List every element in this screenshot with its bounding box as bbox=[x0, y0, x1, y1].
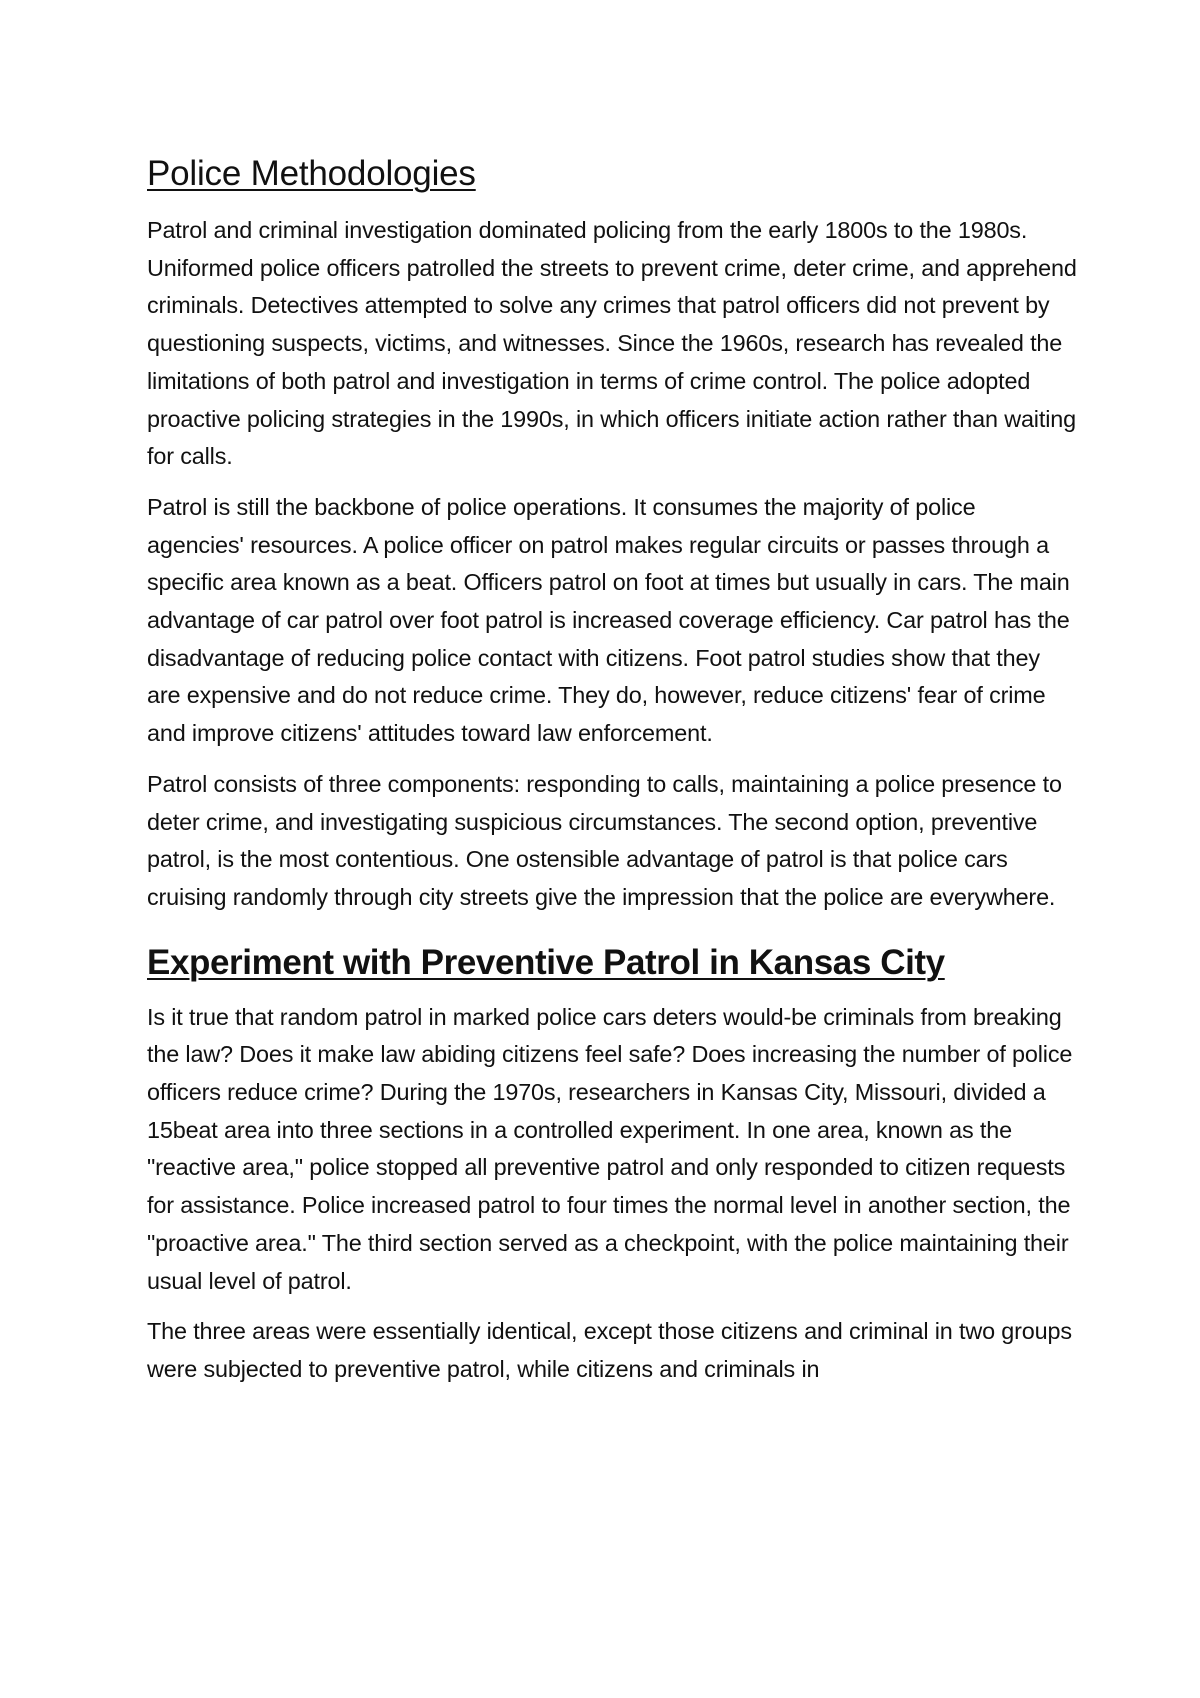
paragraph: Patrol consists of three components: responding to calls, maintaining a police presence to deter crime, and investigating suspicious circumstances. The second option, preventive patrol, is the most contentious. One ostensible advantage of patrol is that police cars cruising randomly through city streets give the impression that the police are everywhere. bbox=[147, 770, 1062, 910]
paragraph: The three areas were essentially identical, except those citizens and criminal in two groups were subjected to preventive patrol, while citizens and criminals in bbox=[147, 1318, 1072, 1382]
document-body bbox=[147, 148, 1077, 1402]
paragraph: Patrol and criminal investigation dominated policing from the early 1800s to the 1980s. Uniformed police officers patrolled the streets to prevent crime, deter crime, and apprehend criminals. Detectives attempted to solve any crimes that patrol officers did not prevent by questioning suspects, victims, and witnesses. Since the 1960s, research has revealed the limitations of both patrol and investigation in terms of crime control. The police adopted proactive policing strategies in the 1990s, in which officers initiate action rather than waiting for calls. bbox=[147, 217, 1077, 470]
paragraph: Is it true that random patrol in marked police cars deters would-be criminals from breaking the law? Does it make law abiding citizens feel safe? Does increasing the number of police officers reduce crime? During the 1970s, researchers in Kansas City, Missouri, divided a 15beat area into three sections in a controlled experiment. In one area, known as the "reactive area," police stopped all preventive patrol and only responded to citizen requests for assistance. Police increased patrol to four times the normal level in another section, the "proactive area." The third section served as a checkpoint, with the police maintaining their usual level of patrol. bbox=[147, 1003, 1073, 1294]
paragraph: Patrol is still the backbone of police operations. It consumes the majority of police agencies' resources. A police officer on patrol makes regular circuits or passes through a specific area known as a beat. Officers patrol on foot at times but usually in cars. The main advantage of car patrol over foot patrol is increased coverage efficiency. Car patrol has the disadvantage of reducing police contact with citizens. Foot patrol studies show that they are expensive and do not reduce crime. They do, however, reduce citizens' fear of crime and improve citizens' attitudes toward law enforcement. bbox=[147, 493, 1070, 747]
section-heading-kansas-city-experiment: Experiment with Preventive Patrol in Kansas City bbox=[147, 942, 945, 982]
section-heading-police-methodologies: Police Methodologies bbox=[147, 154, 476, 193]
